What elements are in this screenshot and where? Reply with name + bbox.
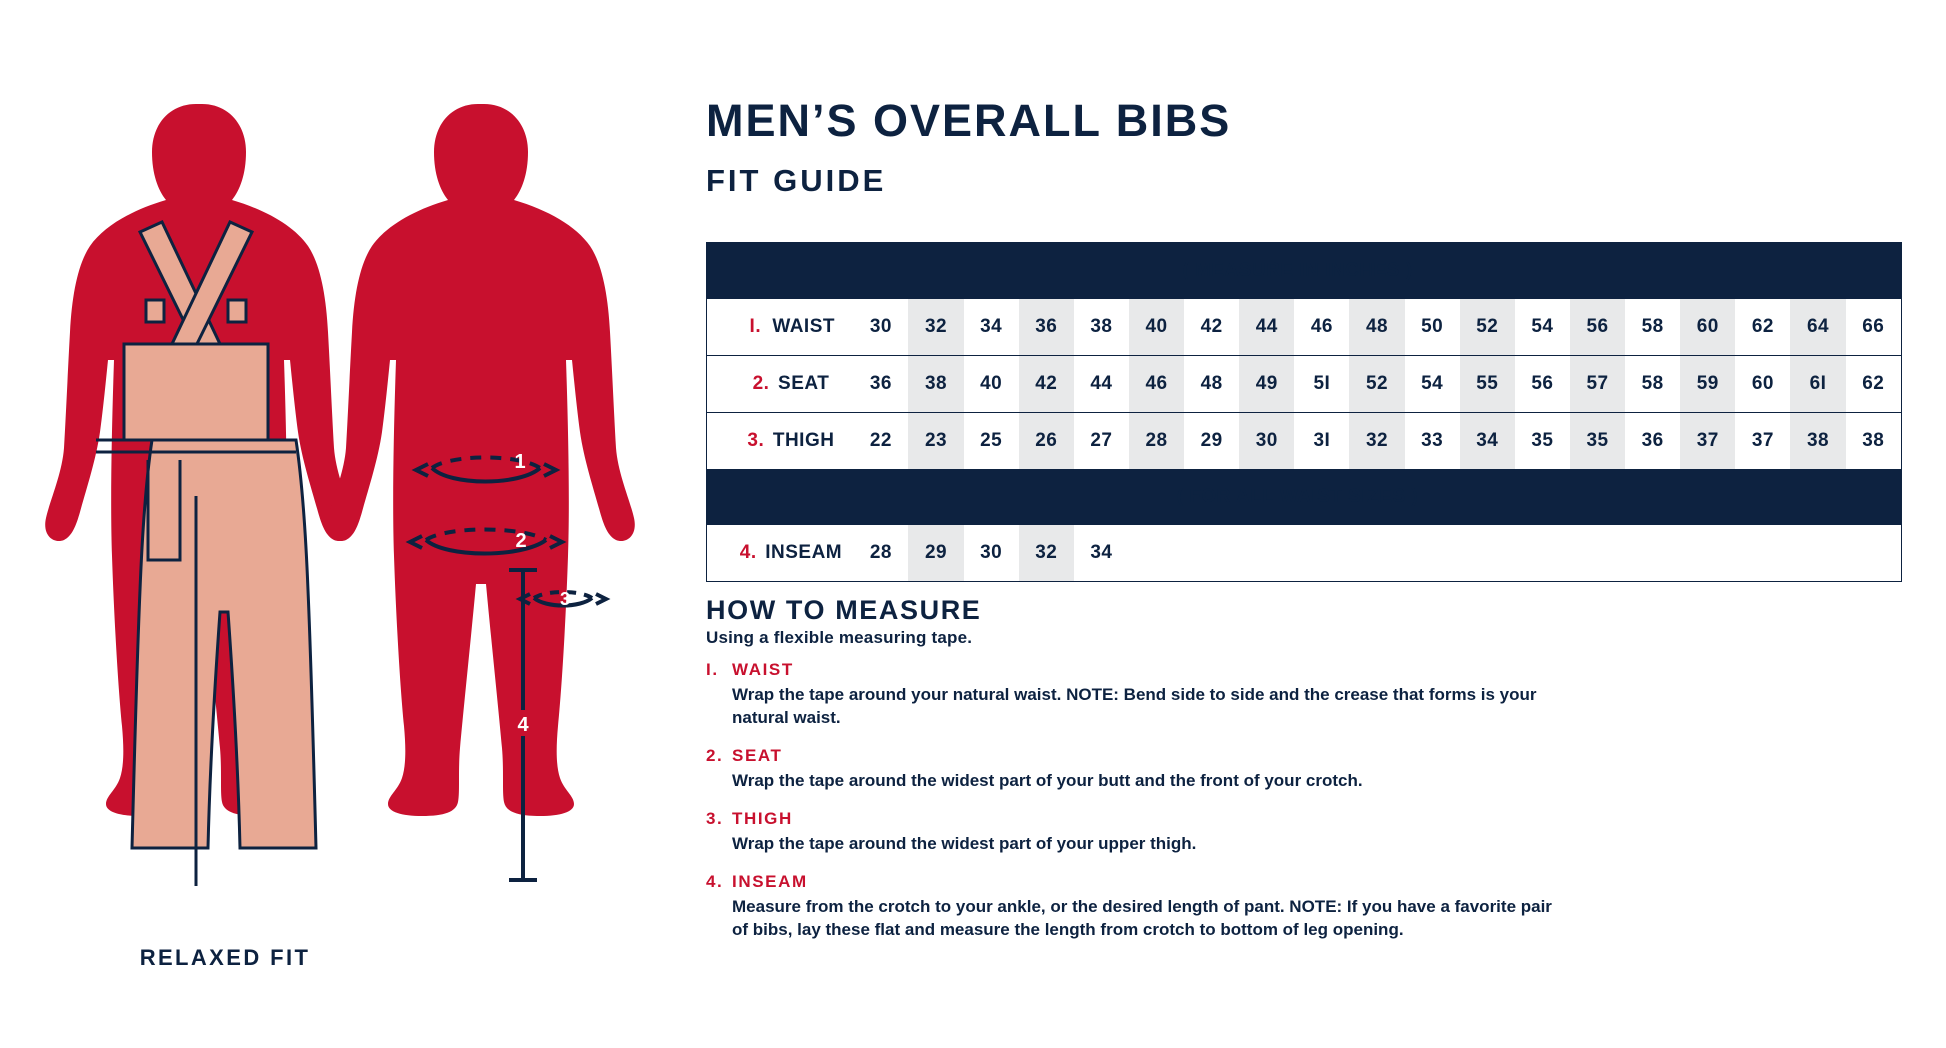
cell-seat-5: 46 — [1129, 356, 1184, 413]
cell-seat-4: 44 — [1074, 356, 1129, 413]
cell-seat-2: 40 — [964, 356, 1019, 413]
cell-inseam-3: 32 — [1019, 525, 1074, 581]
cell-seat-16: 60 — [1735, 356, 1790, 413]
cell-seat-18: 62 — [1846, 356, 1901, 413]
cell-waist-13: 56 — [1570, 299, 1625, 356]
cell-thigh-3: 26 — [1019, 413, 1074, 470]
measure-item-inseam-number: 4. — [706, 871, 724, 891]
cell-thigh-8: 3I — [1313, 430, 1331, 451]
measure-item-inseam-head — [706, 872, 1606, 892]
cell-inseam-empty — [1129, 525, 1901, 581]
cell-thigh-15: 37 — [1680, 413, 1735, 470]
cell-waist-16: 62 — [1735, 299, 1790, 356]
for-all-waist-sizes-label: ( FOR ALL WAIST SIZES ) — [1176, 486, 1419, 507]
measure-item-inseam-label: INSEAM — [732, 871, 808, 891]
row-number-inseam: 4. — [739, 542, 757, 563]
for-all-waist-sizes-bar — [707, 469, 1901, 525]
measure-in-inches-label: ( MEASURE IN INCHES ) — [1182, 260, 1413, 281]
cell-waist-14: 58 — [1625, 299, 1680, 356]
cell-waist-1: 32 — [908, 299, 963, 356]
cell-thigh-14: 36 — [1641, 430, 1664, 451]
measure-item-seat-text: Wrap the tape around the widest part of your butt and the front of your crotch. — [732, 770, 1363, 790]
measure-item-thigh-text: Wrap the tape around the widest part of your upper thigh. — [732, 833, 1197, 853]
cell-thigh-17: 38 — [1790, 413, 1845, 470]
callout-2-label: 2 — [515, 530, 527, 552]
row-name-seat: SEAT — [778, 373, 830, 394]
cell-seat-15: 59 — [1680, 356, 1735, 413]
cell-waist-15: 60 — [1680, 299, 1735, 356]
cell-waist-12: 54 — [1515, 299, 1570, 356]
body-figures-svg — [0, 0, 700, 1043]
row-number-thigh: 3. — [747, 430, 765, 451]
how-to-measure-list — [706, 660, 1606, 958]
measure-item-inseam-text: Measure from the crotch to your ankle, or the desired length of pant. NOTE: If you have a favorite pair of bibs, lay these flat and measure the length from crotch to bottom of leg opening. — [732, 896, 1552, 939]
table-row-inseam — [707, 525, 1901, 581]
cell-waist-6: 42 — [1184, 299, 1239, 356]
row-number-seat: 2. — [752, 373, 770, 394]
measure-item-seat-head — [706, 746, 1606, 766]
figure-measurements — [327, 104, 635, 880]
cell-inseam-1: 29 — [908, 525, 963, 581]
page-title: MEN’S OVERALL BIBS — [706, 95, 1232, 146]
measure-item-waist-label: WAIST — [732, 660, 794, 679]
callout-4-label: 4 — [517, 714, 529, 736]
cell-waist-8: 46 — [1294, 299, 1349, 356]
cell-waist-7: 44 — [1239, 299, 1294, 356]
measure-item-thigh-head — [706, 809, 1606, 829]
measure-item-thigh-label: THIGH — [732, 808, 793, 828]
illustration-panel — [0, 0, 700, 1043]
cell-waist-4: 38 — [1074, 299, 1129, 356]
how-to-measure-subtitle: Using a flexible measuring tape. — [706, 628, 973, 647]
figure-relaxed-fit — [45, 104, 353, 886]
cell-seat-6: 48 — [1184, 356, 1239, 413]
callout-3-label: 3 — [559, 589, 571, 609]
measure-item-seat-number: 2. — [706, 745, 724, 765]
callout-1-label: 1 — [514, 451, 526, 473]
cell-waist-11: 52 — [1460, 299, 1515, 356]
row-label-thigh — [707, 413, 853, 470]
measure-in-inches-bar — [707, 243, 1901, 299]
cell-thigh-13: 35 — [1570, 413, 1625, 470]
cell-thigh-6: 29 — [1200, 430, 1223, 451]
cell-seat-11: 55 — [1460, 356, 1515, 413]
cell-thigh-18: 38 — [1862, 430, 1885, 451]
cell-waist-5: 40 — [1129, 299, 1184, 356]
cell-waist-2: 34 — [964, 299, 1019, 356]
measure-item-waist-text: Wrap the tape around your natural waist. NOTE: Bend side to side and the crease that forms is your natural waist. — [732, 685, 1537, 727]
measure-item-waist — [706, 660, 1606, 730]
cell-waist-10: 50 — [1405, 299, 1460, 356]
cell-waist-3: 36 — [1019, 299, 1074, 356]
cell-seat-14: 58 — [1625, 356, 1680, 413]
cell-inseam-4: 34 — [1090, 542, 1113, 563]
table-row-thigh — [707, 413, 1901, 470]
cell-thigh-10: 33 — [1421, 430, 1444, 451]
cell-seat-8: 5I — [1294, 356, 1349, 413]
page-subtitle: FIT GUIDE — [706, 163, 887, 198]
table-row-seat — [707, 356, 1901, 413]
row-name-waist: WAIST — [772, 316, 835, 337]
measure-item-inseam — [706, 872, 1606, 942]
relaxed-fit-caption: RELAXED FIT — [139, 945, 311, 970]
cell-waist-17: 64 — [1790, 299, 1845, 356]
row-label-inseam — [707, 525, 853, 581]
cell-waist-9: 48 — [1349, 299, 1404, 356]
cell-seat-7: 49 — [1239, 356, 1294, 413]
cell-thigh-1: 23 — [908, 413, 963, 470]
cell-seat-0: 36 — [853, 356, 908, 413]
content-panel — [706, 0, 1946, 1043]
cell-waist-0: 30 — [853, 299, 908, 356]
cell-thigh-7: 30 — [1239, 413, 1294, 470]
cell-inseam-2: 30 — [980, 542, 1003, 563]
cell-seat-9: 52 — [1349, 356, 1404, 413]
cell-seat-12: 56 — [1515, 356, 1570, 413]
row-name-inseam: INSEAM — [765, 542, 843, 563]
measure-item-seat — [706, 746, 1606, 793]
measure-item-seat-label: SEAT — [732, 745, 783, 765]
cell-thigh-0: 22 — [869, 430, 892, 451]
size-table — [706, 242, 1902, 582]
row-name-thigh: THIGH — [772, 430, 835, 451]
how-to-measure-title: HOW TO MEASURE — [706, 595, 982, 625]
cell-thigh-5: 28 — [1129, 413, 1184, 470]
size-table-grid — [707, 243, 1901, 581]
cell-seat-13: 57 — [1570, 356, 1625, 413]
measure-item-waist-head — [706, 660, 1606, 680]
cell-thigh-16: 37 — [1751, 430, 1774, 451]
measure-item-waist-number: I. — [706, 660, 719, 679]
cell-waist-18: 66 — [1846, 299, 1901, 356]
cell-inseam-0: 28 — [869, 542, 892, 563]
cell-seat-3: 42 — [1019, 356, 1074, 413]
cell-seat-17: 6I — [1790, 356, 1845, 413]
measure-item-thigh — [706, 809, 1606, 856]
cell-thigh-12: 35 — [1531, 430, 1554, 451]
row-number-waist: I. — [749, 316, 762, 337]
cell-thigh-4: 27 — [1090, 430, 1113, 451]
cell-thigh-2: 25 — [980, 430, 1003, 451]
cell-seat-1: 38 — [908, 356, 963, 413]
table-row-waist — [707, 299, 1901, 356]
row-label-waist — [707, 299, 853, 356]
cell-seat-10: 54 — [1405, 356, 1460, 413]
measure-item-thigh-number: 3. — [706, 808, 724, 828]
cell-thigh-9: 32 — [1349, 413, 1404, 470]
cell-thigh-11: 34 — [1460, 413, 1515, 470]
row-label-seat — [707, 356, 853, 413]
